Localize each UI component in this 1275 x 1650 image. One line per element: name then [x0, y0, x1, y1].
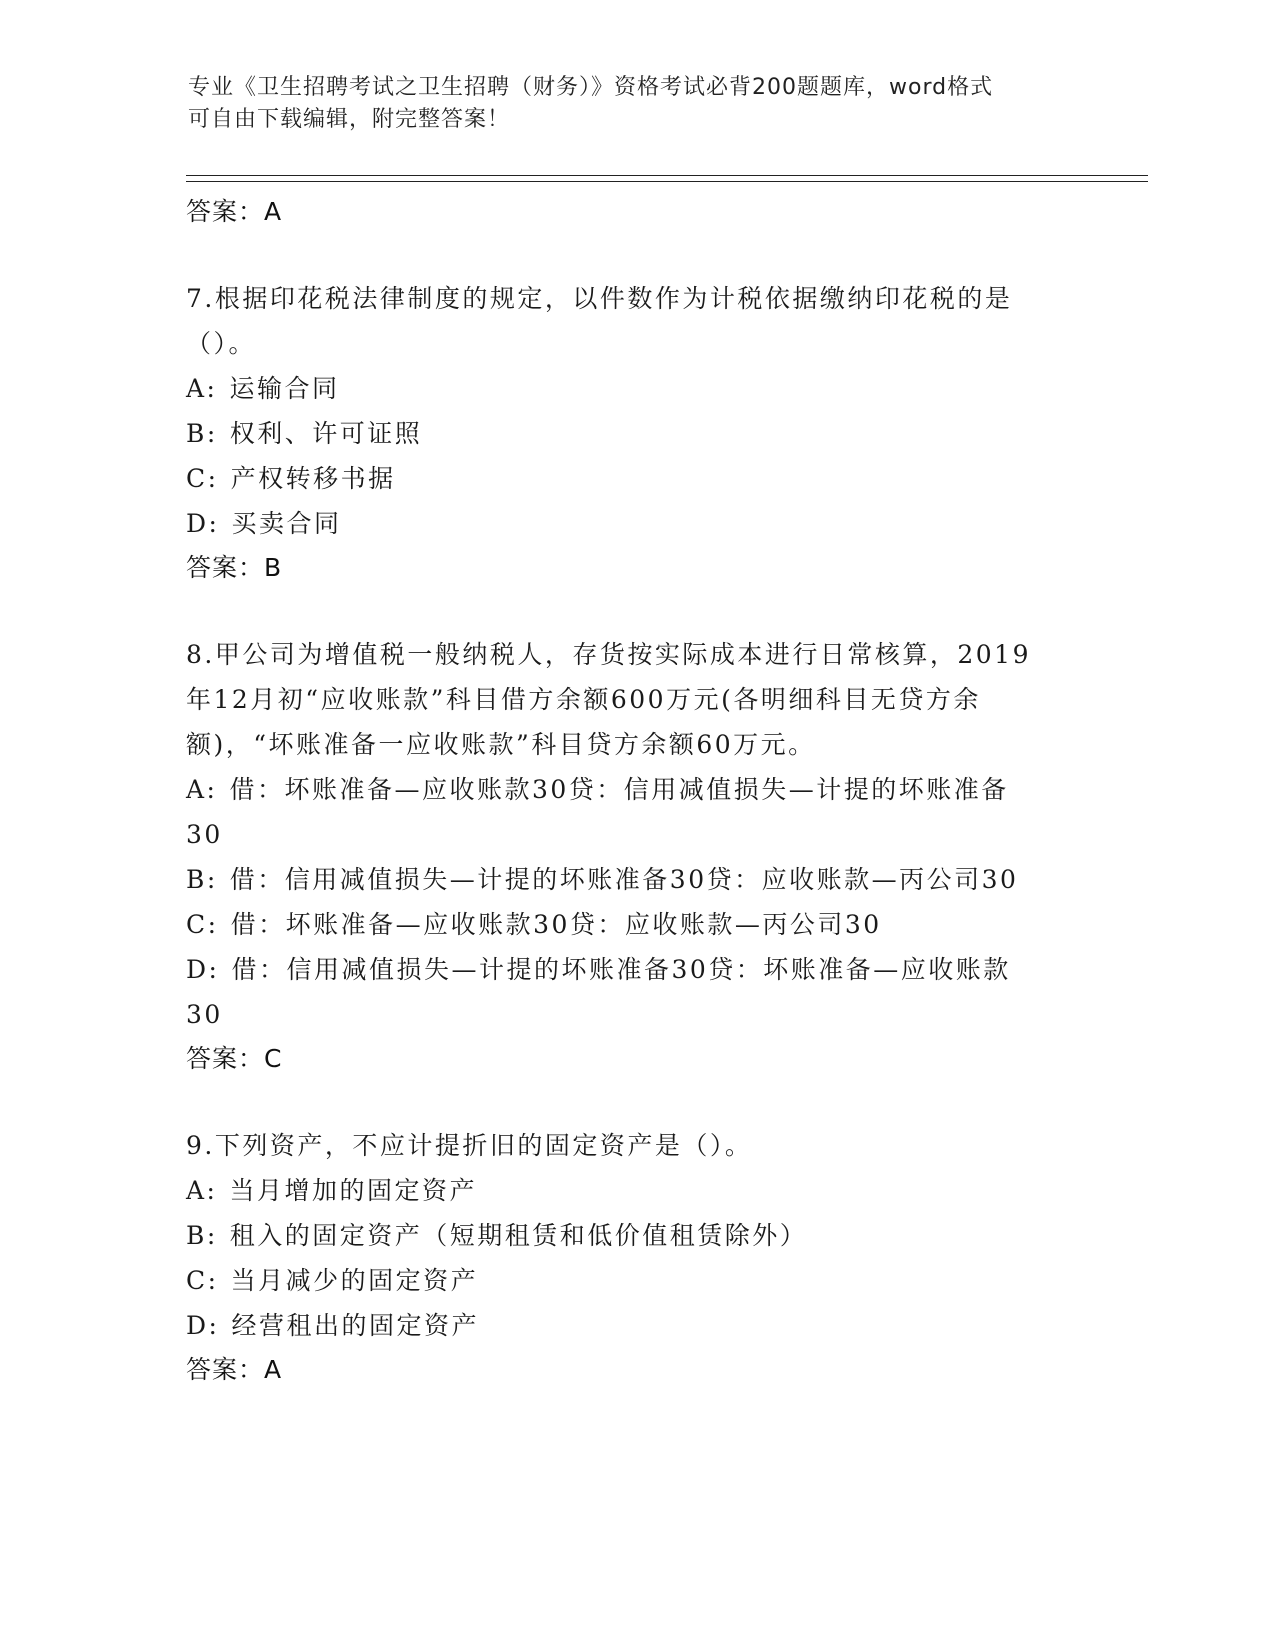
question-text-line: 年12月初“应收账款”科目借方余额600万元(各明细科目无贷方余 [186, 685, 981, 714]
question-text-line: （）。 [186, 329, 257, 358]
option-c [186, 1258, 1066, 1303]
question-8 [186, 632, 1066, 1081]
page-header [188, 72, 1078, 136]
option-c [186, 902, 1066, 947]
option-label: D: [186, 509, 220, 538]
option-text: 当月增加的固定资产 [229, 1176, 477, 1205]
option-label: D: [186, 955, 220, 984]
option-text: 借：信用减值损失—计提的坏账准备30贷：坏账准备—应收账款 [231, 955, 1011, 984]
option-text: 借：坏账准备—应收账款30贷：应收账款—丙公司30 [230, 910, 882, 939]
option-b [186, 411, 1066, 456]
previous-answer: 答案：A [186, 197, 283, 226]
question-text-line: 7.根据印花税法律制度的规定，以件数作为计税依据缴纳印花税的是 [186, 284, 1013, 313]
option-d [186, 1303, 1066, 1348]
option-b [186, 857, 1066, 902]
option-label: B: [186, 1221, 218, 1250]
option-a-continued: 30 [186, 820, 223, 849]
answer: 答案：B [186, 553, 283, 582]
option-label: A: [186, 374, 218, 403]
option-text: 运输合同 [229, 374, 340, 403]
answer: 答案：C [186, 1044, 283, 1073]
question-9 [186, 1123, 1066, 1392]
option-b [186, 1213, 1066, 1258]
option-d [186, 501, 1066, 546]
option-c [186, 456, 1066, 501]
question-text-line: 8.甲公司为增值税一般纳税人，存货按实际成本进行日常核算，2019 [186, 640, 1031, 669]
option-text: 当月减少的固定资产 [230, 1266, 479, 1295]
option-label: C: [186, 910, 219, 939]
option-a [186, 1168, 1066, 1213]
header-double-rule [186, 175, 1148, 182]
option-a [186, 767, 1066, 812]
option-label: A: [186, 1176, 218, 1205]
option-label: B: [186, 865, 218, 894]
question-text-line: 额)，“坏账准备一应收账款”科目贷方余额60万元。 [186, 730, 816, 759]
option-text: 借：坏账准备—应收账款30贷：信用减值损失—计提的坏账准备 [229, 775, 1009, 804]
option-text: 经营租出的固定资产 [231, 1311, 479, 1340]
document-body [186, 190, 1066, 1392]
option-d-continued: 30 [186, 1000, 223, 1029]
header-line-2: 可自由下载编辑，附完整答案！ [188, 107, 511, 132]
option-text: 借：信用减值损失—计提的坏账准备30贷：应收账款—丙公司30 [229, 865, 1019, 894]
option-a [186, 366, 1066, 411]
option-label: C: [186, 1266, 219, 1295]
option-label: D: [186, 1311, 220, 1340]
option-label: A: [186, 775, 218, 804]
option-d [186, 947, 1066, 992]
option-text: 租入的固定资产（短期租赁和低价值租赁除外） [229, 1221, 808, 1250]
option-text: 产权转移书据 [230, 464, 396, 493]
option-text: 权利、许可证照 [229, 419, 423, 448]
answer: 答案：A [186, 1355, 283, 1384]
option-label: C: [186, 464, 219, 493]
option-text: 买卖合同 [231, 509, 342, 538]
question-7 [186, 276, 1066, 590]
option-label: B: [186, 419, 218, 448]
question-text-line: 9.下列资产，不应计提折旧的固定资产是（）。 [186, 1131, 753, 1160]
header-line-1: 专业《卫生招聘考试之卫生招聘（财务）》资格考试必背200题题库，word格式 [188, 75, 994, 100]
